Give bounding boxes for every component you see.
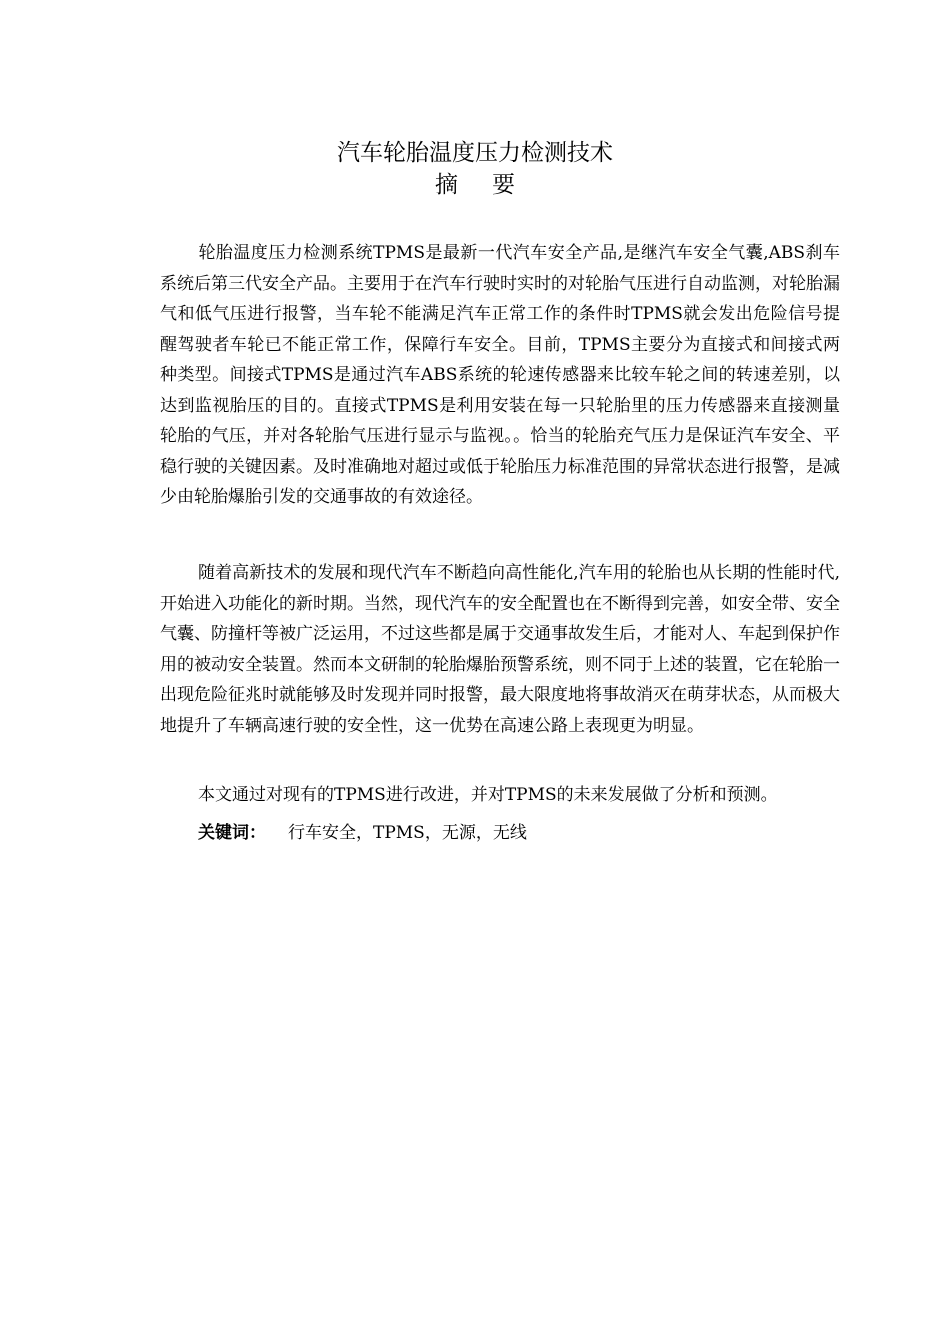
abstract-paragraph-3-text: 本文通过对现有的TPMS进行改进，并对TPMS的未来发展做了分析和预测。 — [198, 785, 778, 805]
keywords-label: 关键词： — [198, 823, 266, 843]
keywords-line — [198, 818, 527, 848]
abstract-paragraph-1 — [160, 238, 840, 513]
abstract-heading-char-2: 要 — [492, 172, 515, 198]
abstract-heading-char-1: 摘 — [435, 172, 458, 198]
document-title: 汽车轮胎温度压力检测技术 — [337, 140, 613, 166]
abstract-heading — [0, 170, 950, 200]
abstract-paragraph-2 — [160, 558, 840, 741]
abstract-paragraph-1-text: 轮胎温度压力检测系统TPMS是最新一代汽车安全产品,是继汽车安全气囊,ABS刹车系统后第三代安全产品。主要用于在汽车行驶时实时的对轮胎气压进行自动监测，对轮胎漏气和低气压进行报警，当车轮不能满足汽车正常工作的条件时TPMS就会发出危险信号提醒驾驶者车轮已不能正常工作，保障行车安全。目前，TPMS主要分为直接式和间接式两种类型。间接式TPMS是通过汽车ABS系统的轮速传感器来比较车轮之间的转速差别，以达到监视胎压的目的。直接式TPMS是利用安装在每一只轮胎里的压力传感器来直接测量轮胎的气压，并对各轮胎气压进行显示与监视。。恰当的轮胎充气压力是保证汽车安全、平稳行驶的关键因素。及时准确地对超过或低于轮胎压力标准范围的异常状态进行报警，是减少由轮胎爆胎引发的交通事故的有效途径。 — [160, 243, 840, 507]
abstract-paragraph-3 — [160, 780, 840, 811]
keywords-value: 行车安全，TPMS，无源，无线 — [288, 823, 527, 843]
abstract-paragraph-2-text: 随着高新技术的发展和现代汽车不断趋向高性能化,汽车用的轮胎也从长期的性能时代,开始进入功能化的新时期。当然，现代汽车的安全配置也在不断得到完善，如安全带、安全气囊、防撞杆等被广泛运用，不过这些都是属于交通事故发生后，才能对人、车起到保护作用的被动安全装置。然而本文研制的轮胎爆胎预警系统，则不同于上述的装置，它在轮胎一出现危险征兆时就能够及时发现并同时报警，最大限度地将事故消灭在萌芽状态，从而极大地提升了车辆高速行驶的安全性，这一优势在高速公路上表现更为明显。 — [160, 563, 840, 736]
